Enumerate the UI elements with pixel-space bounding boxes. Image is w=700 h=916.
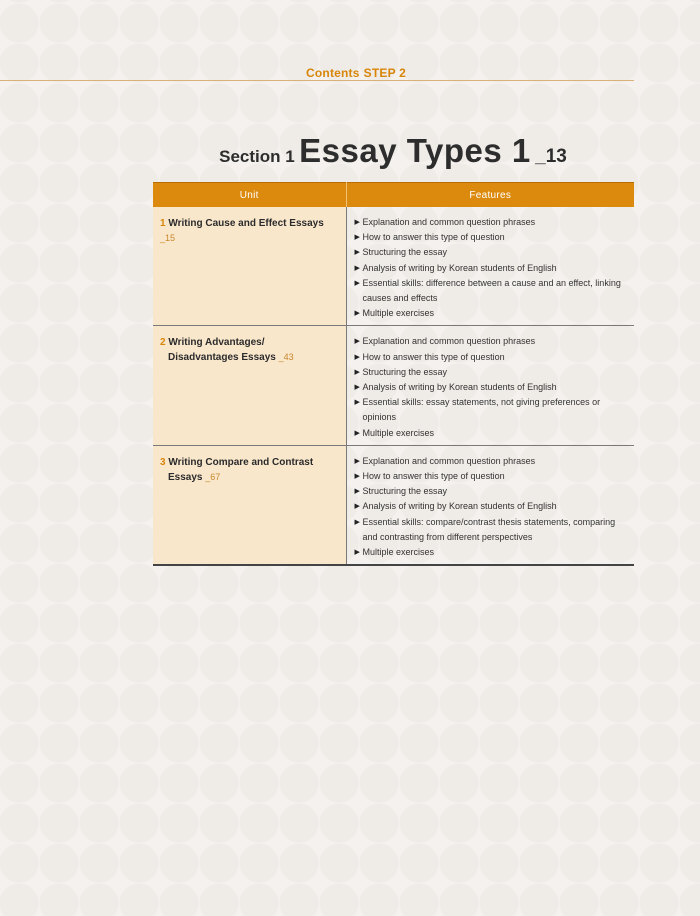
feature-item: ▶ Explanation and common question phrases [355, 215, 631, 230]
unit-title[interactable]: Writing Compare and Contrast [168, 456, 314, 468]
feature-item: ▶ Explanation and common question phrases [355, 454, 631, 469]
unit-page: _67 [205, 471, 221, 482]
feature-item: ▶ Essential skills: difference between a cause and an effect, linking causes and effects [355, 276, 631, 306]
section-page: _13 [535, 146, 567, 167]
header-rule [0, 80, 634, 81]
feature-item: ▶ Multiple exercises [355, 426, 631, 441]
section-name: Essay Types 1 [299, 132, 531, 169]
unit-cell [153, 326, 346, 445]
table-header-row [153, 183, 634, 208]
running-header [0, 66, 634, 80]
unit-title[interactable]: Writing Cause and Effect Essays [168, 218, 324, 229]
feature-item: ▶ Essential skills: compare/contrast thesis statements, comparing and contrasting from different perspectives [355, 515, 631, 545]
unit-title-continued[interactable]: Disadvantages Essays [168, 352, 276, 364]
unit-number: 3 [160, 456, 166, 468]
table-row [153, 326, 634, 445]
unit-title[interactable]: Writing Advantages/ [168, 337, 265, 349]
feature-item: ▶ How to answer this type of question [355, 469, 631, 484]
unit-number: 2 [160, 337, 166, 349]
feature-item: ▶ Multiple exercises [355, 306, 631, 321]
feature-item: ▶ Structuring the essay [355, 484, 631, 499]
step-label: STEP 2 [363, 66, 406, 80]
feature-item: ▶ Structuring the essay [355, 365, 631, 380]
feature-item: ▶ Analysis of writing by Korean students of English [355, 499, 631, 514]
unit-page: _43 [278, 352, 294, 363]
features-cell [346, 207, 634, 326]
table-row [153, 445, 634, 565]
features-list [355, 334, 631, 440]
feature-item: ▶ How to answer this type of question [355, 350, 631, 365]
contents-label: Contents [306, 66, 360, 80]
feature-item: ▶ Explanation and common question phrases [355, 334, 631, 349]
feature-item: ▶ Analysis of writing by Korean students of English [355, 261, 631, 276]
table-row [153, 207, 634, 326]
section-prefix: Section 1 [219, 147, 295, 166]
unit-number: 1 [160, 218, 166, 229]
unit-cell [153, 445, 346, 565]
unit-column-header: Unit [153, 183, 346, 208]
unit-page: _15 [160, 233, 176, 243]
feature-item: ▶ Analysis of writing by Korean students of English [355, 380, 631, 395]
feature-item: ▶ Essential skills: essay statements, not giving preferences or opinions [355, 395, 631, 425]
features-list [355, 454, 631, 560]
features-cell [346, 445, 634, 565]
features-cell [346, 326, 634, 445]
feature-item: ▶ How to answer this type of question [355, 230, 631, 245]
unit-cell [153, 207, 346, 326]
feature-item: ▶ Multiple exercises [355, 545, 631, 560]
unit-title-continued[interactable]: Essays [168, 471, 203, 483]
contents-table [153, 182, 634, 566]
feature-item: ▶ Structuring the essay [355, 245, 631, 260]
features-column-header: Features [346, 183, 634, 208]
section-title [153, 132, 633, 170]
features-list [355, 215, 631, 321]
